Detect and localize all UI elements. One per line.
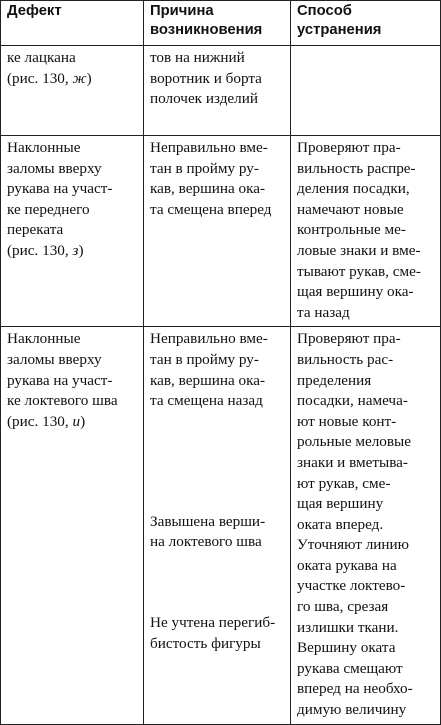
cell-cause [144,327,291,724]
text-line: рукава на участ- [7,371,113,389]
text-line: Наклонные [7,330,81,348]
text-line: ют рукав, сме- [297,474,391,492]
text-line: вильность распре- [297,159,416,177]
text-fragment: ) [86,69,92,87]
text-line: Завышена верши- [150,512,266,530]
cell-fix [291,46,441,136]
text-line: ке локтевого шва [7,392,118,410]
text-line: Не учтена перегиб- [150,613,276,631]
text-line: рольные меловые [297,433,412,451]
text-line: та смещена назад [150,392,263,410]
text-line: на локтевого шва [150,533,262,551]
text-line: Вершину оката [297,639,396,657]
fix-block [297,535,435,638]
text-line: Проверяют пра- [297,139,401,156]
text-line: щая вершину ока- [297,283,414,301]
header-fix [291,1,441,46]
text-line: ке переднего [7,200,90,218]
text-fragment: (рис. 130, [7,69,73,87]
header-cause [144,1,291,46]
cell-cause [144,46,291,136]
text-line: ловые знаки и вме- [297,241,421,259]
text-line: заломы вверху [7,159,102,177]
figure-ref [7,412,138,433]
cause-block [150,613,285,654]
text-line: рукава смещают [297,659,403,677]
cell-defect [1,46,144,136]
text-line: димую величину [297,701,407,719]
text-line: та назад [297,303,350,321]
text-line: переката [7,221,64,239]
header-defect [1,1,144,46]
text-line: ке лацкана [7,49,76,66]
text-line: Проверяют пра- [297,330,401,348]
text-line: вперед на необхо- [297,680,413,698]
text-line: тан в пройму ру- [150,350,259,368]
fix-block [297,638,435,720]
text-line: та смещена вперед [150,200,272,218]
fix-block [297,329,435,535]
header-fix-line: устранения [297,22,382,38]
figure-ref [7,241,138,262]
figure-letter: ж [72,69,87,87]
table-row [1,136,441,327]
header-defect-label: Дефект [7,3,62,19]
cause-block [150,329,285,411]
text-line: излишки ткани. [297,618,399,636]
text-line: го шва, срезая [297,598,389,616]
table-header-row [1,1,441,46]
text-line: оката рукава на [297,556,397,574]
text-line: щая вершину [297,495,384,513]
figure-letter: з [72,241,79,259]
text-line: кав, вершина ока- [150,371,266,389]
text-line: Неправильно вме- [150,139,268,156]
text-line: деления посадки, [297,180,410,198]
text-line: пределения [297,371,372,389]
cell-defect [1,136,144,327]
cell-defect [1,327,144,724]
text-line: знаки и вметыва- [297,453,408,471]
cell-cause [144,136,291,327]
text-line: тов на нижний [150,49,245,66]
text-line: вильность рас- [297,350,394,368]
text-fragment: ) [78,241,84,259]
header-cause-line: возникновения [150,22,263,38]
table-row [1,327,441,724]
table-row [1,46,441,136]
text-line: кав, вершина ока- [150,180,266,198]
text-fragment: (рис. 130, [7,412,73,430]
cell-fix [291,136,441,327]
figure-ref [7,69,138,90]
text-line: тан в пройму ру- [150,159,259,177]
text-line: посадки, намеча- [297,392,408,410]
text-line: воротник и борта [150,69,262,87]
text-line: тывают рукав, сме- [297,262,421,280]
text-line: бистость фигуры [150,634,261,652]
header-fix-line: Способ [297,3,352,19]
text-line: ют новые конт- [297,412,397,430]
figure-letter: и [72,412,81,430]
text-line: заломы вверху [7,350,102,368]
text-line: Неправильно вме- [150,330,268,348]
text-line: намечают новые [297,200,404,218]
text-line: полочек изделий [150,90,259,108]
text-line: Уточняют линию [297,536,410,554]
text-line: Наклонные [7,139,81,156]
text-fragment: ) [80,412,86,430]
cell-fix [291,327,441,724]
header-cause-line: Причина [150,3,214,19]
text-line: оката вперед. [297,515,384,533]
cause-block [150,512,285,553]
text-line: контрольные ме- [297,221,406,239]
text-line: рукава на участ- [7,180,113,198]
text-fragment: (рис. 130, [7,241,73,259]
text-line: участке локтево- [297,577,406,595]
